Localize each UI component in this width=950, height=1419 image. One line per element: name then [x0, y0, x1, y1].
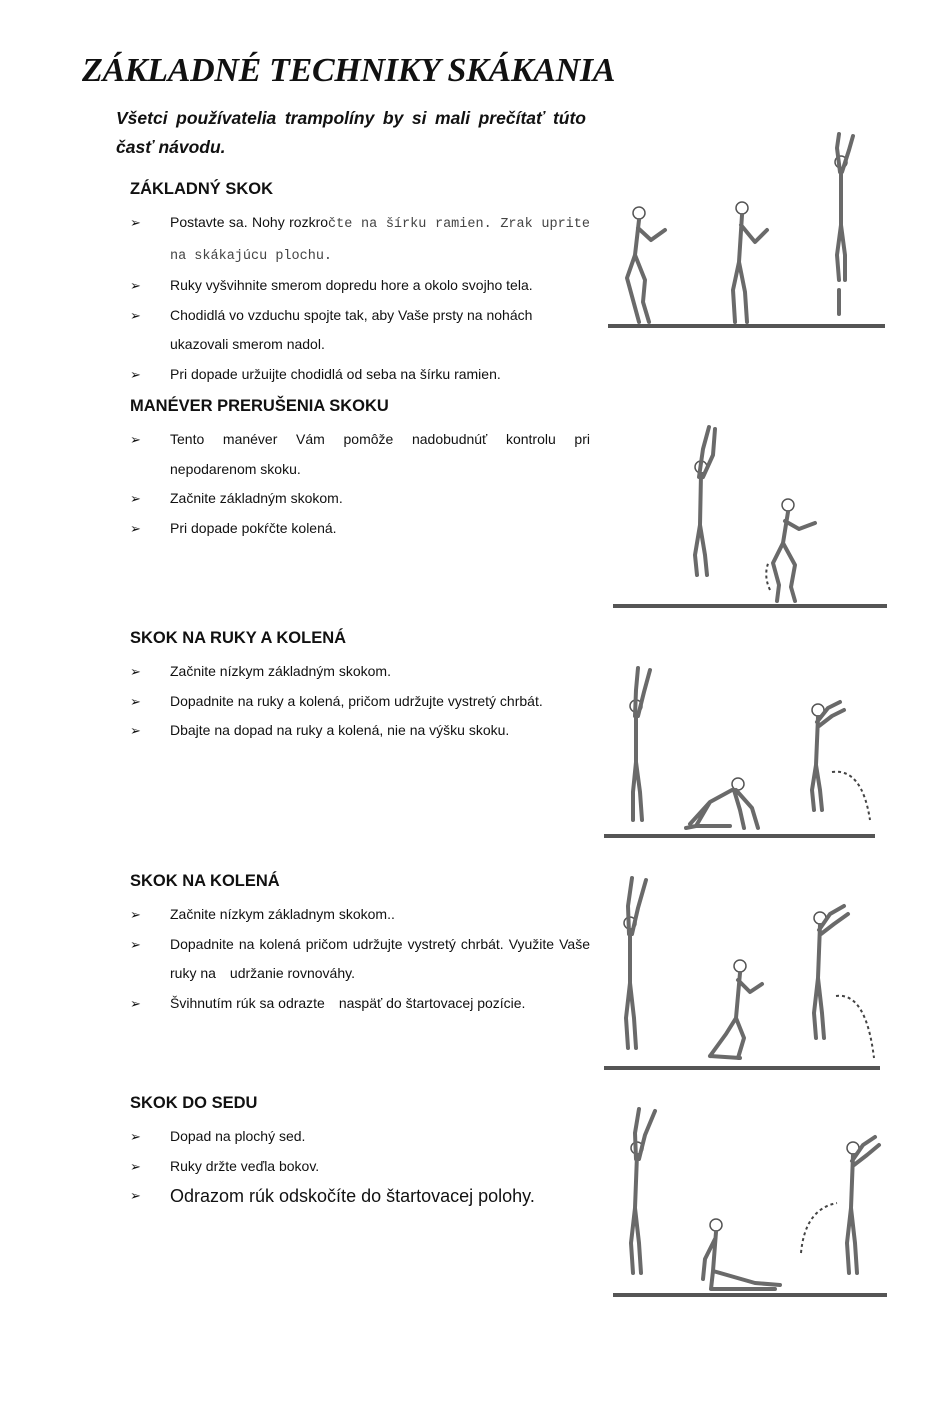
page-title: ZÁKLADNÉ TECHNIKY SKÁKANIA	[82, 52, 616, 89]
section-heading: SKOK DO SEDU	[130, 1094, 258, 1112]
bullet-list	[130, 657, 590, 746]
list-item: ➢ Dopadnite na kolená pričom udržujte vystretý chrbát. Využite Vaše ruky na udržanie rovnováhy.	[130, 930, 590, 989]
arrow-bullet-icon: ➢	[130, 723, 141, 738]
list-item: ➢ Začnite základným skokom.	[130, 484, 590, 514]
section-seat-drop	[130, 1092, 590, 1211]
arrow-bullet-icon: ➢	[130, 1188, 141, 1203]
arrow-bullet-icon: ➢	[130, 1158, 141, 1174]
arrow-bullet-icon: ➢	[130, 307, 141, 323]
list-item: ➢ Dopad na plochý sed.	[130, 1122, 590, 1152]
list-item: ➢ Ruky vyšvihnite smerom dopredu hore a okolo svojho tela.	[130, 271, 590, 301]
arrow-bullet-icon: ➢	[130, 936, 141, 952]
basic-jump-figures	[605, 130, 890, 335]
list-item: ➢ Dopadnite na ruky a kolená, pričom udržujte vystretý chrbát.	[130, 687, 590, 717]
list-item: ➢ Začnite nízkym základným skokom.	[130, 657, 590, 687]
list-item: ➢ Začnite nízkym základnym skokom..	[130, 900, 590, 930]
bullet-list	[130, 1122, 590, 1211]
hands-knees-figures	[600, 660, 885, 845]
arrow-bullet-icon: ➢	[130, 664, 141, 679]
list-item: ➢ Chodidlá vo vzduchu spojte tak, aby Vaše prsty na nohách ukazovali smerom nadol.	[130, 301, 590, 360]
section-knee-drop	[130, 870, 590, 1018]
list-item: ➢ Pri dopade uržuijte chodidlá od seba na šírku ramien.	[130, 360, 590, 390]
stop-jump-figures	[605, 415, 890, 615]
section-heading: SKOK NA KOLENÁ	[130, 872, 280, 890]
bullet-list	[130, 208, 590, 389]
intro-note: Všetci používatelia trampolíny by si mali prečítať túto časť návodu.	[116, 108, 586, 157]
arrow-bullet-icon: ➢	[130, 366, 141, 382]
section-hands-knees	[130, 627, 590, 746]
arrow-bullet-icon: ➢	[130, 693, 141, 709]
list-item: ➢ Tento manéver Vám pomôže nadobudnúť kontrolu pri nepodarenom skoku.	[130, 425, 590, 484]
list-item: ➢ Postavte sa. Nohy rozkročte na šírku ramien. Zrak uprite na skákajúcu plochu.	[130, 208, 590, 271]
section-stop-jump	[130, 395, 590, 543]
bullet-list	[130, 900, 590, 1018]
bullet-list	[130, 425, 590, 543]
knee-drop-figures	[600, 868, 885, 1078]
arrow-bullet-icon: ➢	[130, 520, 141, 536]
list-item: ➢ Dbajte na dopad na ruky a kolená, nie na výšku skoku.	[130, 716, 590, 746]
list-item: ➢ Švihnutím rúk sa odrazte naspäť do štartovacej pozície.	[130, 989, 590, 1019]
section-basic-jump	[130, 178, 590, 389]
section-heading: ZÁKLADNÝ SKOK	[130, 180, 273, 198]
list-item: ➢ Ruky držte veďla bokov.	[130, 1152, 590, 1182]
arrow-bullet-icon: ➢	[130, 491, 141, 506]
arrow-bullet-icon: ➢	[130, 907, 141, 922]
seat-drop-figures	[605, 1103, 890, 1303]
list-item: ➢ Odrazom rúk odskočíte do štartovacej polohy.	[130, 1181, 590, 1211]
arrow-bullet-icon: ➢	[130, 278, 141, 293]
section-heading: SKOK NA RUKY A KOLENÁ	[130, 629, 347, 647]
arrow-bullet-icon: ➢	[130, 995, 141, 1011]
section-heading: MANÉVER PRERUŠENIA SKOKU	[130, 397, 389, 415]
arrow-bullet-icon: ➢	[130, 432, 141, 447]
arrow-bullet-icon: ➢	[130, 1129, 141, 1144]
list-item: ➢ Pri dopade pokŕčte kolená.	[130, 514, 590, 544]
arrow-bullet-icon: ➢	[130, 215, 141, 230]
